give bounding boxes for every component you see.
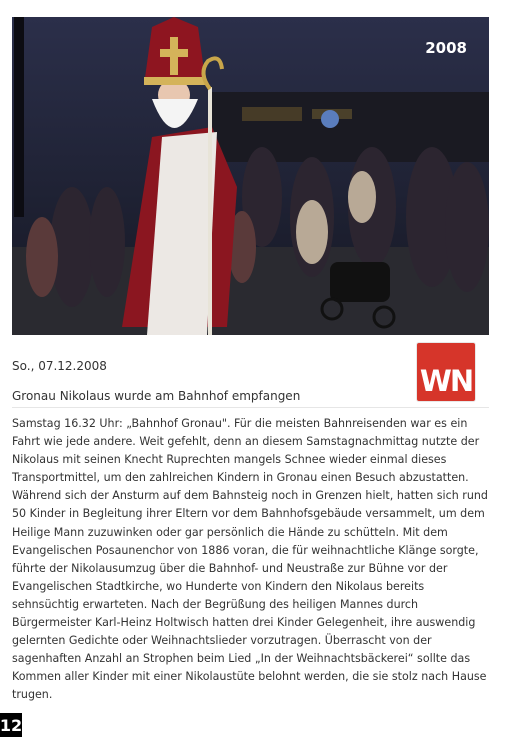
article-headline: Gronau Nikolaus wurde am Bahnhof empfangen [12,389,301,403]
page-number: 12 [0,713,22,737]
wn-logo [417,343,475,401]
logo-text: WN [419,364,473,398]
article-photo [12,17,489,335]
divider [12,407,489,408]
photo-scene [12,17,489,335]
article-date: So., 07.12.2008 [12,359,107,373]
article-body: Samstag 16.32 Uhr: „Bahnhof Gronau". Für die meisten Bahnreisenden war es ein Fahrt wie jede andere. Weit gefehlt, denn an diesem Samstagnachmittag nutzte der Nikolaus mit seinen Knecht Ruprechten mangels Schnee wieder einmal dieses Transportmittel, um den zahlreichen Kindern in Gronau einen Besuch abzustatten. Während sich der Ansturm auf dem Bahnsteig noch in Grenzen hielt, hatten sich rund 50 Kinder in Begleitung ihrer Eltern vor dem Bahnhofsgebäude versammelt, um dem Heilige Mann zuzuwinken oder gar persönlich die Hände zu schütteln. Mit dem Evangelischen Posaunenchor von 1886 voran, die für weihnachtliche Klänge sorgte, führte der Nikolausumzug über die Bahnhof- und Neustraße zur Bühne vor der Evangelischen Stadtkirche, wo Hunderte von Kindern den Nikolaus bereits sehnsüchtig erwarteten. Nach der Begrüßung des heiligen Mannes durch Bürgermeister Karl-Heinz Holtwisch hatten drei Kinder Gelegenheit, ihre auswendig gelernten Gedichte oder Weihnachtslieder vorzutragen. Überrascht von der sagenhaften Anzahl an Strophen beim Lied „In der Weihnachtsbäckerei“ sollte das Kommen aller Kinder mit einer Nikolaustüte belohnt werden, die sie stolz nach Hause trugen. [12,417,488,702]
photo-year-label: 2008 [425,39,467,57]
